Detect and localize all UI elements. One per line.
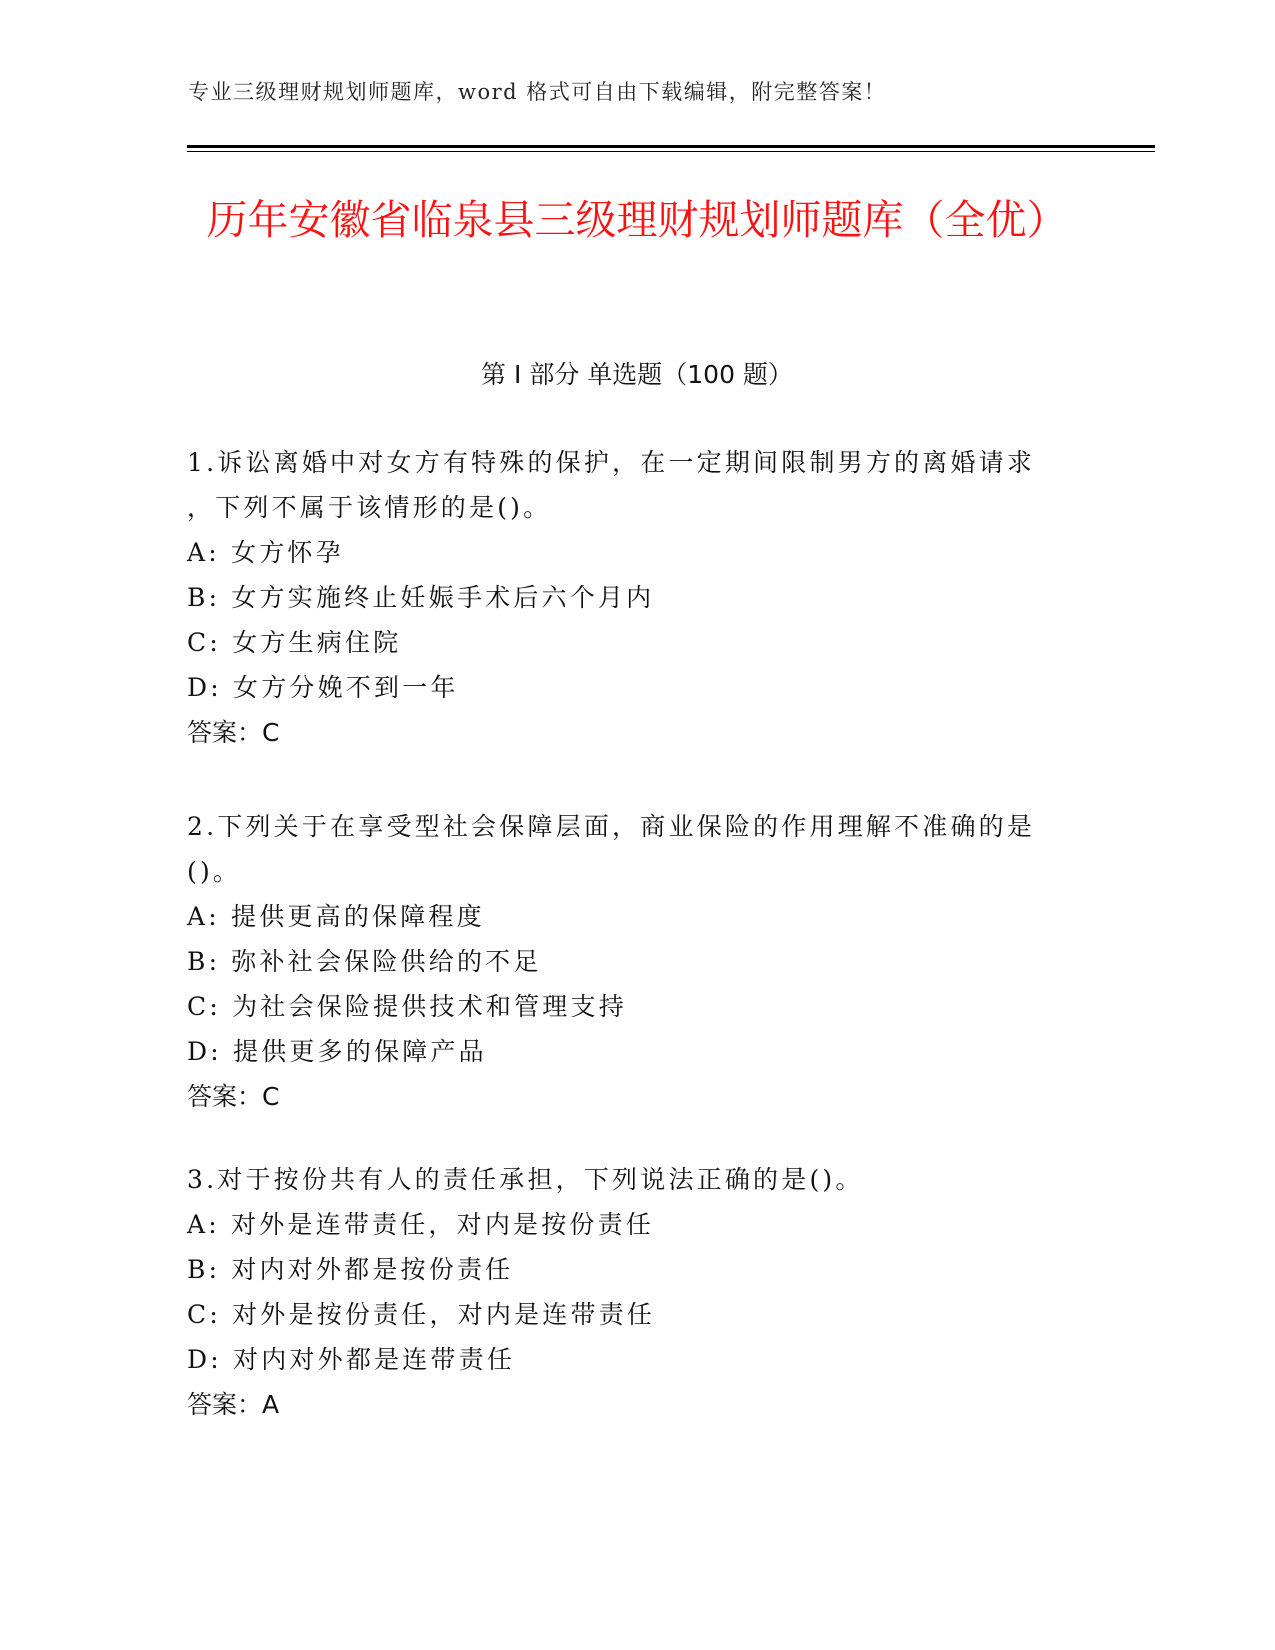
answer: 答案：C [187, 718, 280, 747]
option-d: D: 女方分娩不到一年 [187, 673, 459, 702]
option-b: B: 对内对外都是按份责任 [187, 1255, 514, 1284]
option-b: B: 女方实施终止妊娠手术后六个月内 [187, 583, 655, 612]
option-b: B: 弥补社会保险供给的不足 [187, 947, 542, 976]
question-3 [187, 1157, 1067, 1427]
answer: 答案：A [187, 1390, 280, 1419]
header-note: 专业三级理财规划师题库，word 格式可自由下载编辑，附完整答案！ [188, 80, 887, 104]
document-title: 历年安徽省临泉县三级理财规划师题库（全优） [206, 196, 1068, 244]
option-d: D: 对内对外都是连带责任 [187, 1345, 516, 1374]
header-rule-thin [187, 151, 1155, 152]
question-stem-line: 2.下列关于在享受型社会保障层面，商业保险的作用理解不准确的是 [187, 812, 1036, 841]
question-stem-line: ，下列不属于该情形的是()。 [187, 493, 552, 522]
option-a: A: 对外是连带责任，对内是按份责任 [187, 1210, 655, 1239]
section-title: 第 I 部分 单选题（100 题） [481, 360, 793, 389]
header-rule-thick [187, 145, 1155, 148]
option-c: C: 对外是按份责任，对内是连带责任 [187, 1300, 656, 1329]
question-2 [187, 804, 1067, 1119]
question-stem-line: ()。 [187, 857, 242, 886]
question-stem-line: 1.诉讼离婚中对女方有特殊的保护，在一定期间限制男方的离婚请求 [187, 448, 1036, 477]
question-stem-line: 3.对于按份共有人的责任承担，下列说法正确的是()。 [187, 1165, 864, 1194]
answer: 答案：C [187, 1082, 280, 1111]
option-a: A: 提供更高的保障程度 [187, 902, 485, 931]
option-a: A: 女方怀孕 [187, 538, 344, 567]
option-d: D: 提供更多的保障产品 [187, 1037, 487, 1066]
option-c: C: 女方生病住院 [187, 628, 402, 657]
question-1 [187, 440, 1067, 755]
option-c: C: 为社会保险提供技术和管理支持 [187, 992, 627, 1021]
